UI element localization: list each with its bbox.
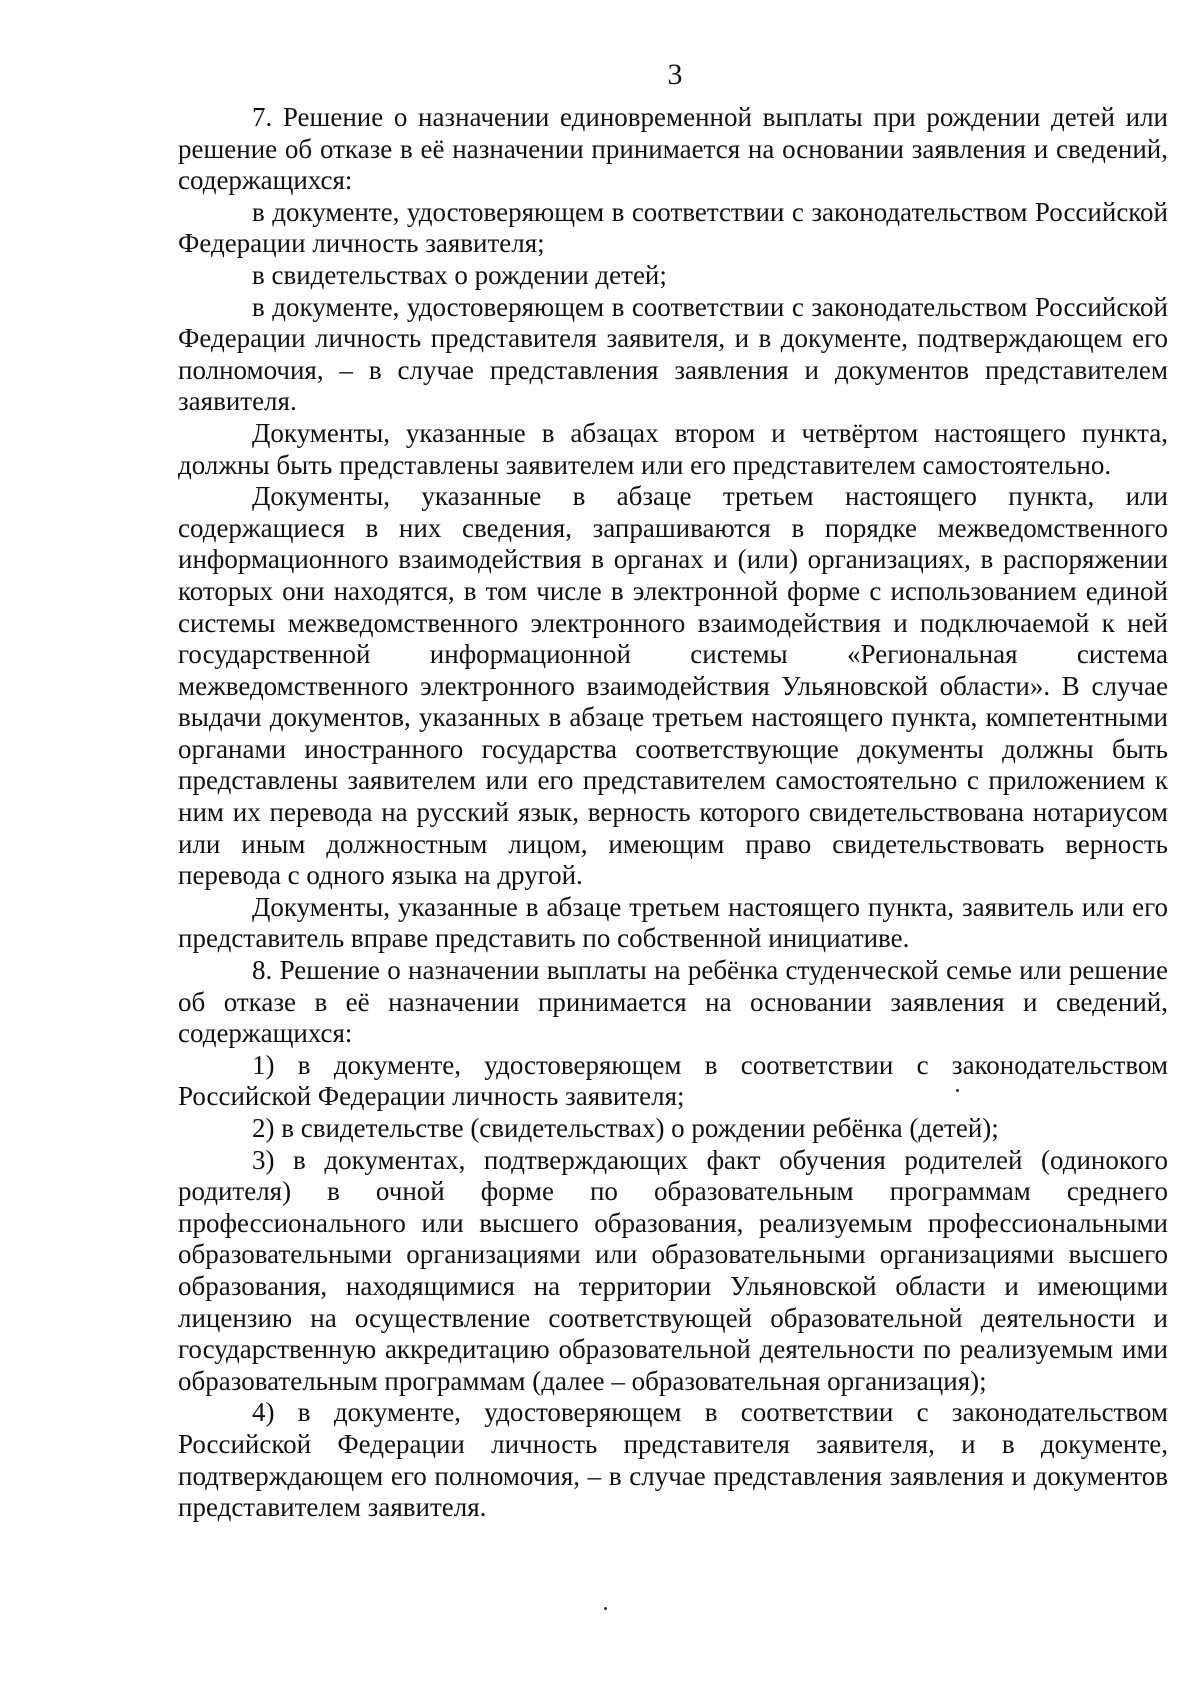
paragraph-7-birth-certificates: в свидетельствах о рождении детей;: [252, 259, 667, 290]
paragraph-8-item-2: 2) в свидетельстве (свидетельствах) о рождении ребёнка (детей);: [252, 1113, 999, 1143]
paragraph-7-intro: 7. Решение о назначении единовременной выплаты при рождении детей или решение об отказе в её назначении принимается на основании заявления и сведений, содержащихся:: [178, 102, 1168, 196]
paragraph-8-item-4: 4) в документе, удостоверяющем в соответствии с законодательством Российской Федерации личность представителя заявителя, и в документе, подтверждающем его полномочия, – в случае представления заявления и документов представителем заявителя.: [178, 1397, 1168, 1523]
page-number: 3: [667, 58, 683, 91]
paragraph-7-interagency-request: Документы, указанные в абзаце третьем настоящего пункта, или содержащиеся в них сведения, запрашиваются в порядке межведомственного информационного взаимодействия в органах и (или) организациях, в распоряжении которых они находятся, в том числе в электронной форме с использованием единой системы межведомственного электронного взаимодействия и подключаемой к ней государственной информационной системы «Региональная система межведомственного электронного взаимодействия Ульяновской области». В случае выдачи документов, указанных в абзаце третьем настоящего пункта, компетентными органами иностранного государства соответствующие документы должны быть представлены заявителем или его представителем самостоятельно с приложением к ним их перевода на русский язык, верность которого свидетельствована нотариусом или иным должностным лицом, имеющим право свидетельствовать верность перевода с одного языка на другой.: [178, 481, 1168, 891]
paragraph-8-item-1: 1) в документе, удостоверяющем в соответствии с законодательством Российской Федерации личность заявителя;: [178, 1049, 1168, 1112]
paragraph-7-own-initiative: Документы, указанные в абзаце третьем настоящего пункта, заявитель или его представитель вправе представить по собственной инициативе.: [178, 891, 1168, 954]
document-body: [178, 102, 1168, 1524]
paragraph-7-representative-document: в документе, удостоверяющем в соответствии с законодательством Российской Федерации личность представителя заявителя, и в документе, подтверждающем его полномочия, – в случае представления заявления и документов представителем заявителя.: [178, 291, 1168, 417]
paragraph-7-documents-self-submitted: Документы, указанные в абзацах втором и четвёртом настоящего пункта, должны быть представлены заявителем или его представителем самостоятельно.: [178, 417, 1168, 480]
paragraph-8-item-3: 3) в документах, подтверждающих факт обучения родителей (одинокого родителя) в очной форме по образовательным программам среднего профессионального или высшего образования, реализуемым профессиональными образовательными организациями или образовательными организациями высшего образования, находящимися на территории Ульяновской области и имеющими лицензию на осуществление соответствующей образовательной деятельности и государственную аккредитацию образовательной деятельности по реализуемым ими образовательным программам (далее – образовательная организация);: [178, 1144, 1168, 1396]
scan-speck: [956, 1089, 959, 1092]
paragraph-7-id-document: в документе, удостоверяющем в соответствии с законодательством Российской Федерации личность заявителя;: [178, 196, 1168, 259]
scan-speck: [604, 1607, 607, 1610]
paragraph-8-intro: 8. Решение о назначении выплаты на ребёнка студенческой семье или решение об отказе в её назначении принимается на основании заявления и сведений, содержащихся:: [178, 955, 1168, 1049]
